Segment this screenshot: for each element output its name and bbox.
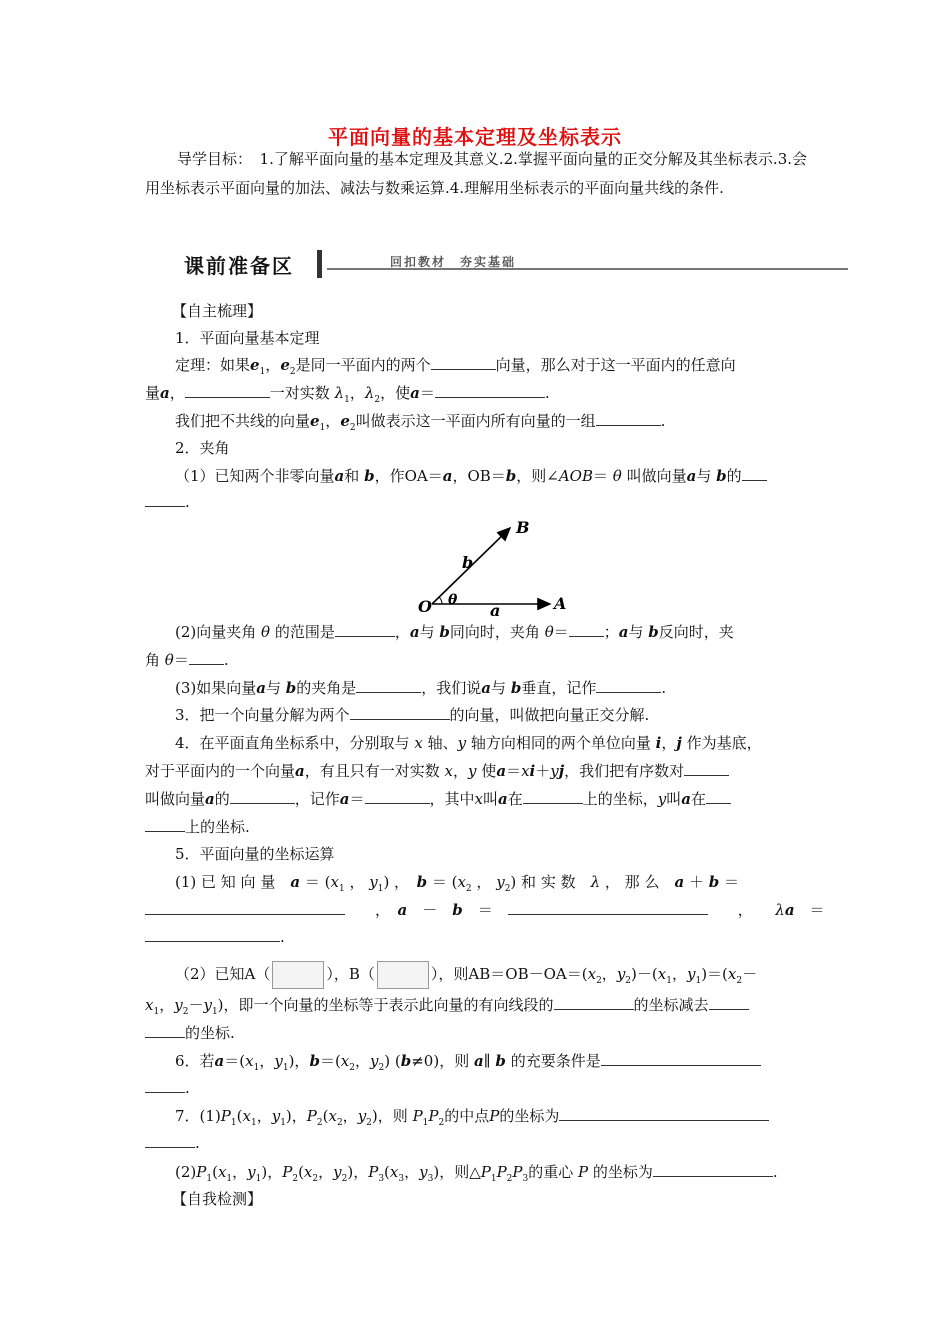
item2-line2-cont: 角 θ＝ . bbox=[145, 651, 229, 669]
blank[interactable] bbox=[350, 705, 450, 720]
label-b: b bbox=[462, 553, 474, 572]
blank[interactable] bbox=[706, 789, 731, 804]
blank[interactable] bbox=[742, 466, 767, 481]
blank[interactable] bbox=[653, 1162, 773, 1177]
item3: 3．把一个向量分解为两个 的向量，叫做把向量正交分解. bbox=[175, 706, 650, 724]
label-a: a bbox=[490, 601, 501, 616]
blank[interactable] bbox=[145, 1023, 185, 1038]
item2-line2: (2)向量夹角 θ 的范围是 ，a与 b同向时，夹角 θ＝ ；a与 b反向时，夹 bbox=[175, 623, 734, 641]
item1-line1: 定理：如果$e_1$，$e_2$是同一平面内的两个 向量，那么对于这一平面内的任意向 bbox=[175, 356, 736, 377]
blank[interactable] bbox=[145, 900, 345, 915]
item1-line2: 量a， 一对实数 $\lambda_1$，$\lambda_2$，使a＝ . bbox=[145, 384, 550, 405]
item2-line3: (3)如果向量a与 b的夹角是 ，我们说a与 b垂直，记作 . bbox=[175, 679, 667, 697]
item6: 6．若$a=(x_1$，$y_1$)，$b=(x_2$，$y_2$) (b≠0)，则 a∥ b 的充要条件是 bbox=[175, 1050, 761, 1073]
banner-sub: 回扣教材 夯实基础 bbox=[390, 255, 517, 269]
item2-title: 2．夹角 bbox=[175, 439, 230, 457]
label-O: O bbox=[418, 597, 432, 616]
blank[interactable] bbox=[185, 383, 270, 398]
section-banner bbox=[172, 250, 848, 280]
item2-line1-cont: . bbox=[145, 492, 190, 511]
item5-line6: 的坐标. bbox=[145, 1022, 235, 1043]
item5-line5: $x_1$，$y_2-y_1$)，即一个向量的坐标等于表示此向量的有向线段的 的坐标减去 bbox=[145, 994, 749, 1017]
goal-label: 导学目标： bbox=[177, 150, 245, 168]
section-self-check: 【自我检测】 bbox=[172, 1190, 263, 1208]
item7-line1: 7．$(1)P_1(x_1$，$y_1$)，$P_2(x_2$，$y_2$)，则 $P_1P_2$的中点P的坐标为 bbox=[175, 1105, 769, 1128]
blank[interactable] bbox=[709, 995, 749, 1010]
blank[interactable] bbox=[356, 678, 421, 693]
item6-cont: . bbox=[145, 1078, 190, 1097]
banner-main: 课前准备区 bbox=[172, 250, 322, 278]
learning-goals bbox=[145, 145, 810, 203]
item4-line2: 对于平面内的一个向量a，有且只有一对实数 x，y 使a＝xi＋yj，我们把有序数对 bbox=[145, 760, 729, 781]
blank[interactable] bbox=[145, 492, 185, 507]
blank[interactable] bbox=[230, 789, 295, 804]
item1-line3: 我们把不共线的向量$e_1$，$e_2$叫做表示这一平面内所有向量的一组 . bbox=[175, 412, 666, 433]
item5-line4: （2）已知A（ ），B（ ），则$AB=OB-OA=(x_2$，$y_2)-(x_1$，$y_1)=(x_2-$ bbox=[175, 961, 757, 989]
blank[interactable] bbox=[365, 789, 430, 804]
angle-figure bbox=[410, 516, 580, 616]
blank[interactable] bbox=[684, 761, 729, 776]
item5-line2: ， a － b ＝ ， λa ＝ bbox=[145, 899, 825, 920]
blank[interactable] bbox=[435, 383, 545, 398]
blank[interactable] bbox=[569, 622, 604, 637]
item1-title: 1．平面向量基本定理 bbox=[175, 329, 320, 347]
item5-line1: (1) 已 知 向 量 $a = (x_1$ ， $y_1$) ， $b = (x_2$ ， $y_2$) 和 实 数 λ ， 那 么 a ＋ b ＝ bbox=[175, 873, 740, 894]
blank[interactable] bbox=[596, 678, 661, 693]
blank[interactable] bbox=[145, 1078, 185, 1093]
item5-line3: . bbox=[145, 927, 285, 946]
item5-title: 5．平面向量的坐标运算 bbox=[175, 845, 335, 863]
item4-line4: 上的坐标. bbox=[145, 816, 250, 837]
image-placeholder-icon bbox=[272, 961, 324, 989]
blank[interactable] bbox=[145, 817, 185, 832]
blank[interactable] bbox=[508, 900, 708, 915]
label-A: A bbox=[554, 594, 567, 613]
blank[interactable] bbox=[554, 995, 634, 1010]
blank[interactable] bbox=[431, 355, 496, 370]
goal-text: 1.了解平面向量的基本定理及其意义.2.掌握平面向量的正交分解及其坐标表示.3.会用坐标表示平面向量的加法、减法与数乘运算.4.理解用坐标表示的平面向量共线的条件. bbox=[145, 150, 808, 197]
page-title: 平面向量的基本定理及坐标表示 bbox=[328, 125, 622, 149]
item7-line2: $(2)P_1(x_1$，$y_1$)，$P_2(x_2$，$y_2$)，$P_3(x_3$，$y_3$)，则$\triangle P_1P_2P_3$的重心 P 的坐标为 . bbox=[175, 1163, 778, 1184]
item4-line1: 4．在平面直角坐标系中，分别取与 x 轴、y 轴方向相同的两个单位向量 i，j 作为基底， bbox=[175, 734, 762, 752]
blank[interactable] bbox=[596, 411, 661, 426]
label-theta: θ bbox=[448, 592, 458, 608]
blank[interactable] bbox=[145, 927, 280, 942]
blank[interactable] bbox=[559, 1106, 769, 1121]
blank[interactable] bbox=[189, 650, 224, 665]
blank[interactable] bbox=[523, 789, 583, 804]
item7-line1-cont: . bbox=[145, 1133, 200, 1152]
blank[interactable] bbox=[601, 1051, 761, 1066]
item2-line1: （1）已知两个非零向量a和 b，作OA＝a，OB＝b，则∠AOB＝ θ 叫做向量a与 b的 bbox=[175, 465, 767, 486]
image-placeholder-icon bbox=[377, 961, 429, 989]
blank[interactable] bbox=[335, 622, 395, 637]
label-B: B bbox=[516, 518, 530, 537]
angle-arc bbox=[439, 597, 442, 604]
section-self-study: 【自主梳理】 bbox=[172, 302, 263, 320]
item4-line3: 叫做向量a的 ，记作a＝ ，其中x叫a在 上的坐标，y叫a在 bbox=[145, 788, 731, 809]
blank[interactable] bbox=[145, 1133, 195, 1148]
